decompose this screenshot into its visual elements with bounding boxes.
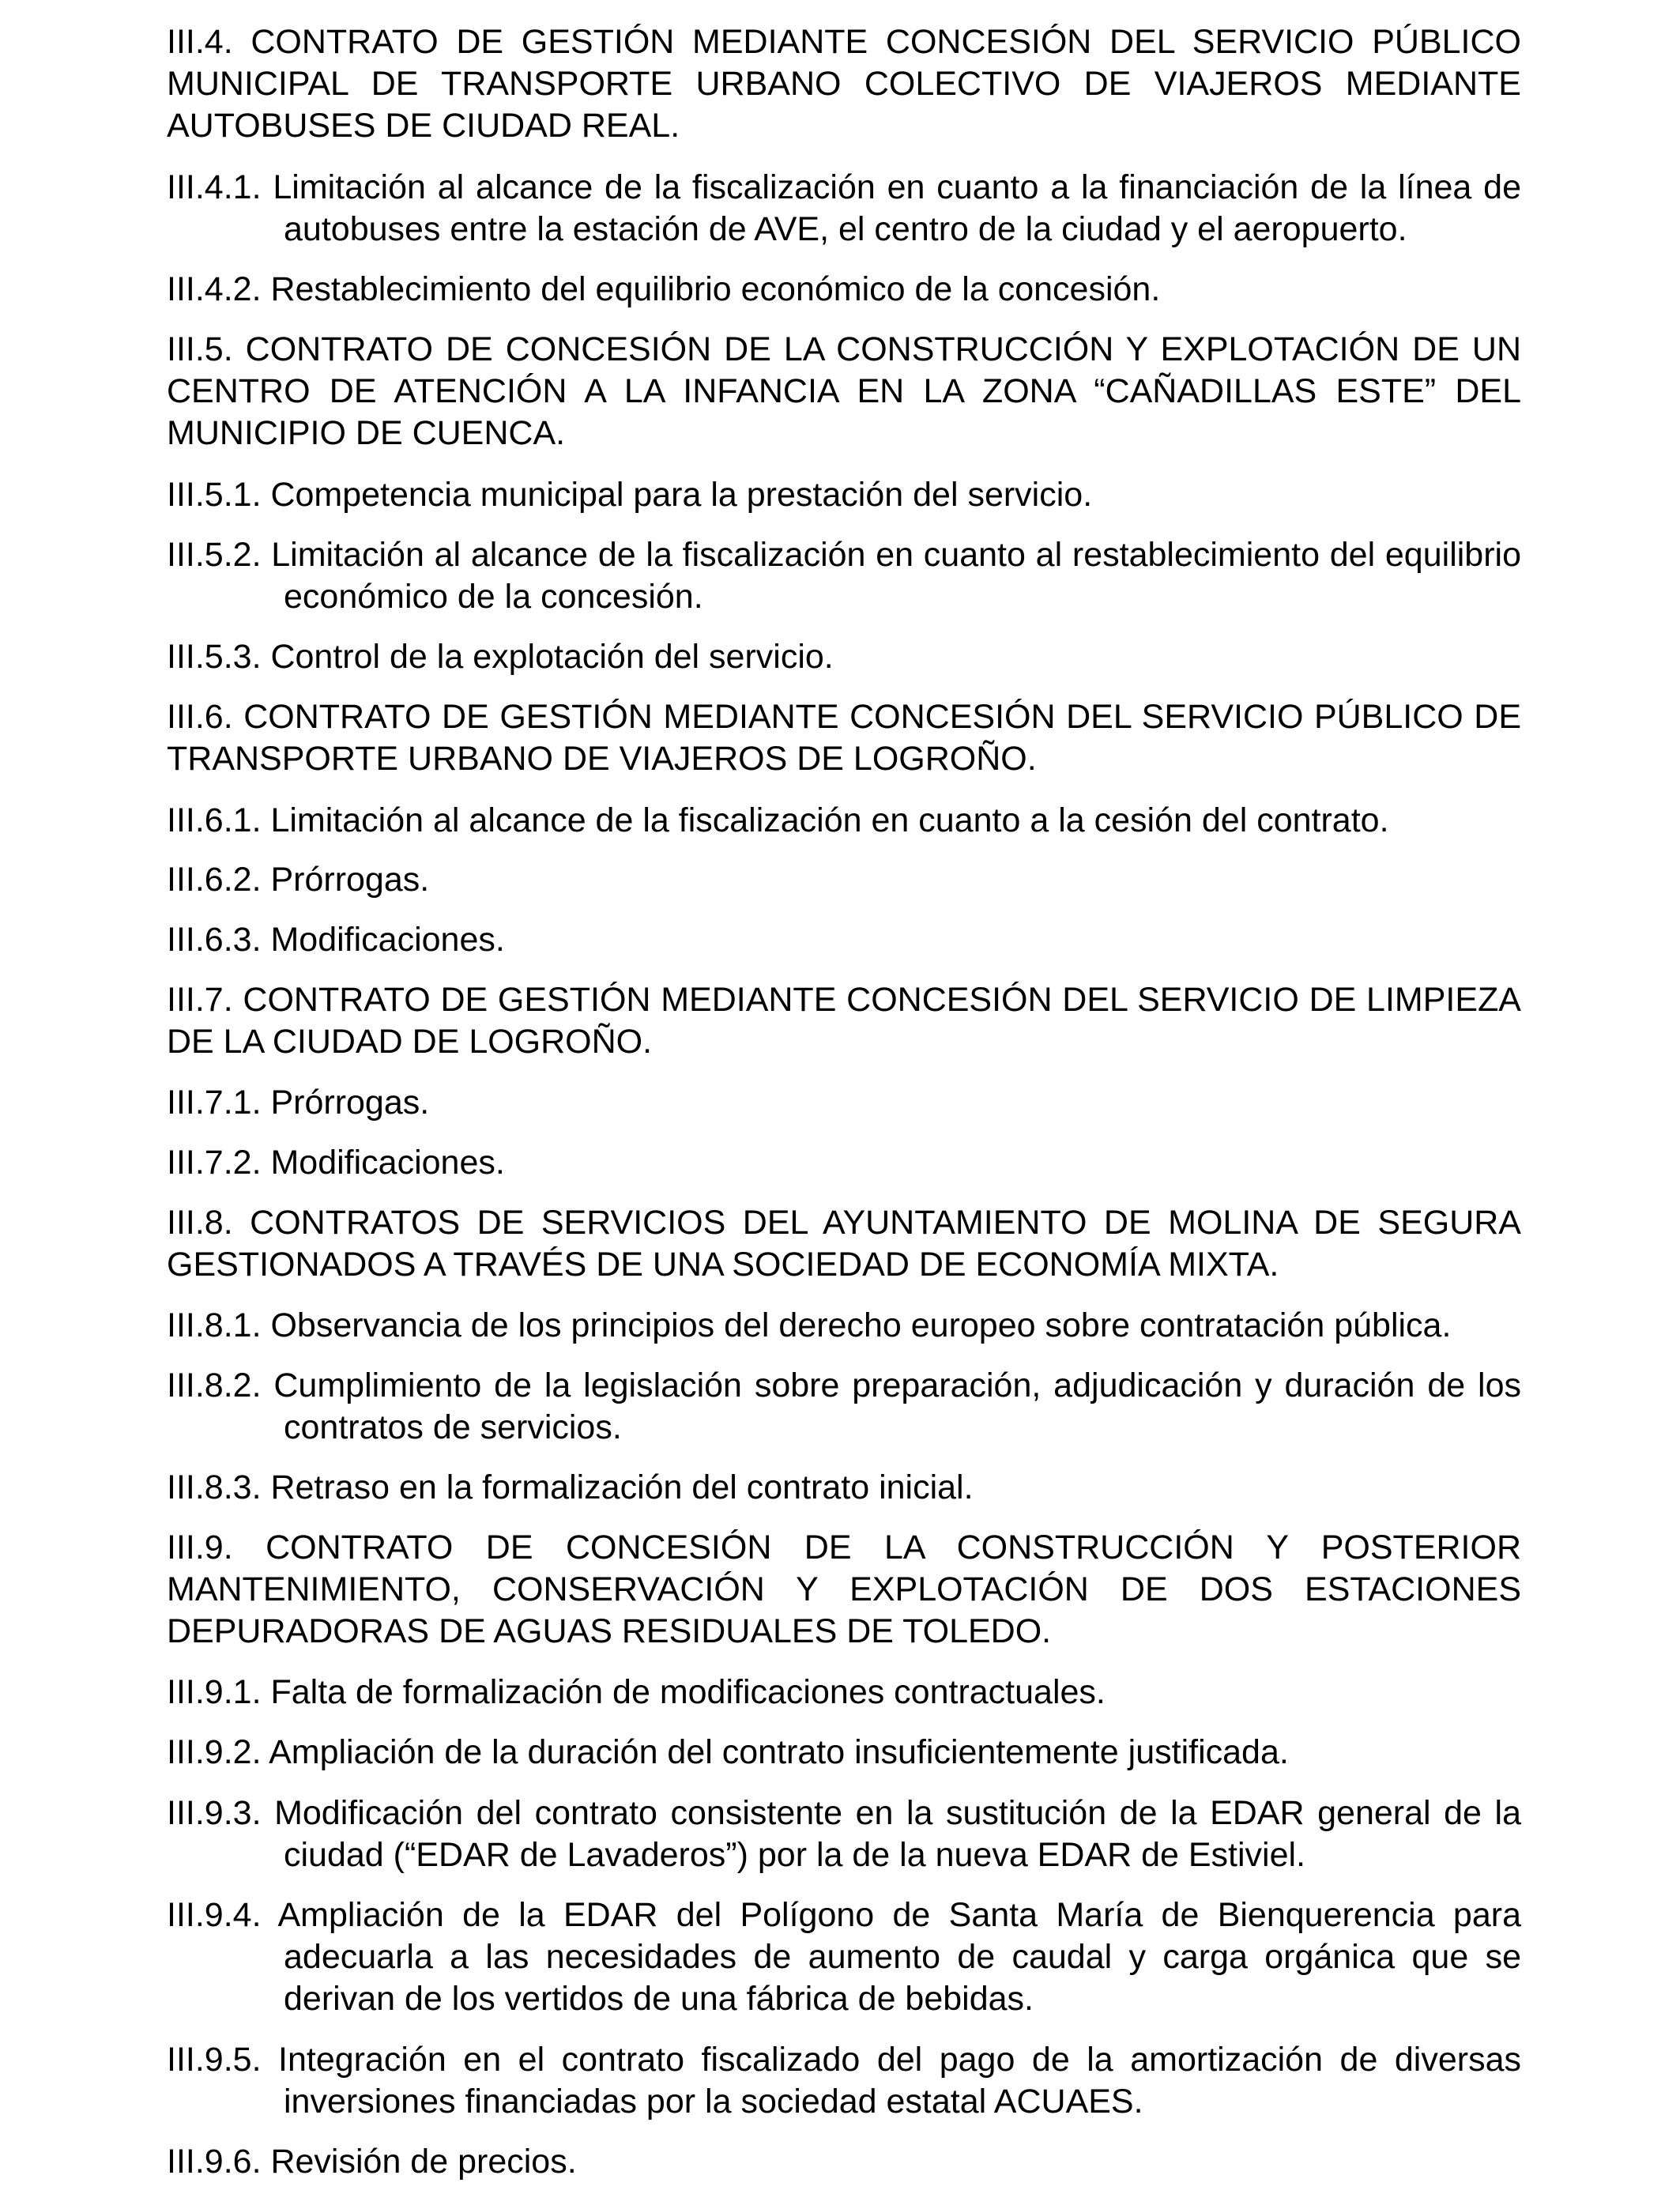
subsection-iii-9-1: III.9.1. Falta de formalización de modificaciones contractuales.: [167, 1673, 1106, 1711]
section-heading-iii-4: III.4. CONTRATO DE GESTIÓN MEDIANTE CONCESIÓN DEL SERVICIO PÚBLICO MUNICIPAL DE TRANSPORTE URBANO COLECTIVO DE VIAJEROS MEDIANTE AUTOBUSES DE CIUDAD REAL.: [167, 23, 1521, 145]
subsection-iii-7-1: III.7.1. Prórrogas.: [167, 1084, 430, 1122]
subsection-iii-8-3: III.8.3. Retraso en la formalización del contrato inicial.: [167, 1468, 974, 1506]
subsection-iii-8-2: III.8.2. Cumplimiento de la legislación sobre preparación, adjudicación y duración de los contratos de servicios.: [167, 1367, 1521, 1446]
subsection-iii-6-3: III.6.3. Modificaciones.: [167, 921, 505, 959]
subsection-iii-5-1: III.5.1. Competencia municipal para la prestación del servicio.: [167, 476, 1093, 514]
section-heading-iii-6: III.6. CONTRATO DE GESTIÓN MEDIANTE CONCESIÓN DEL SERVICIO PÚBLICO DE TRANSPORTE URBANO DE VIAJEROS DE LOGROÑO.: [167, 698, 1521, 778]
subsection-iii-9-3: III.9.3. Modificación del contrato consistente en la sustitución de la EDAR general de la ciudad (“EDAR de Lavaderos”) por la de la nueva EDAR de Estiviel.: [167, 1794, 1521, 1874]
subsection-iii-9-6: III.9.6. Revisión de precios.: [167, 2143, 577, 2181]
subsection-iii-7-2: III.7.2. Modificaciones.: [167, 1144, 505, 1182]
subsection-iii-6-2: III.6.2. Prórrogas.: [167, 861, 430, 899]
subsection-iii-6-1: III.6.1. Limitación al alcance de la fiscalización en cuanto a la cesión del contrato.: [167, 801, 1389, 839]
subsection-iii-4-1: III.4.1. Limitación al alcance de la fiscalización en cuanto a la financiación de la línea de autobuses entre la estación de AVE, el centro de la ciudad y el aeropuerto.: [167, 168, 1521, 248]
section-heading-iii-8: III.8. CONTRATOS DE SERVICIOS DEL AYUNTAMIENTO DE MOLINA DE SEGURA GESTIONADOS A TRAVÉS DE UNA SOCIEDAD DE ECONOMÍA MIXTA.: [167, 1204, 1521, 1284]
subsection-iii-5-3: III.5.3. Control de la explotación del servicio.: [167, 638, 834, 676]
subsection-iii-9-4: III.9.4. Ampliación de la EDAR del Polígono de Santa María de Bienquerencia para adecuarla a las necesidades de aumento de caudal y carga orgánica que se derivan de los vertidos de una fábrica de bebidas.: [167, 1896, 1521, 2018]
section-heading-iii-7: III.7. CONTRATO DE GESTIÓN MEDIANTE CONCESIÓN DEL SERVICIO DE LIMPIEZA DE LA CIUDAD DE LOGROÑO.: [167, 981, 1521, 1061]
section-heading-iii-9: III.9. CONTRATO DE CONCESIÓN DE LA CONSTRUCCIÓN Y POSTERIOR MANTENIMIENTO, CONSERVACIÓN Y EXPLOTACIÓN DE DOS ESTACIONES DEPURADORAS DE AGUAS RESIDUALES DE TOLEDO.: [167, 1529, 1521, 1650]
subsection-iii-9-2: III.9.2. Ampliación de la duración del contrato insuficientemente justificada.: [167, 1733, 1289, 1771]
subsection-iii-9-5: III.9.5. Integración en el contrato fiscalizado del pago de la amortización de diversas inversiones financiadas por la sociedad estatal ACUAES.: [167, 2041, 1521, 2120]
section-heading-iii-5: III.5. CONTRATO DE CONCESIÓN DE LA CONSTRUCCIÓN Y EXPLOTACIÓN DE UN CENTRO DE ATENCIÓN A LA INFANCIA EN LA ZONA “CAÑADILLAS ESTE” DEL MUNICIPIO DE CUENCA.: [167, 330, 1521, 452]
subsection-iii-5-2: III.5.2. Limitación al alcance de la fiscalización en cuanto al restablecimiento del equilibrio económico de la concesión.: [167, 536, 1521, 616]
subsection-iii-8-1: III.8.1. Observancia de los principios del derecho europeo sobre contratación pública.: [167, 1306, 1452, 1344]
subsection-iii-4-2: III.4.2. Restablecimiento del equilibrio económico de la concesión.: [167, 270, 1161, 308]
